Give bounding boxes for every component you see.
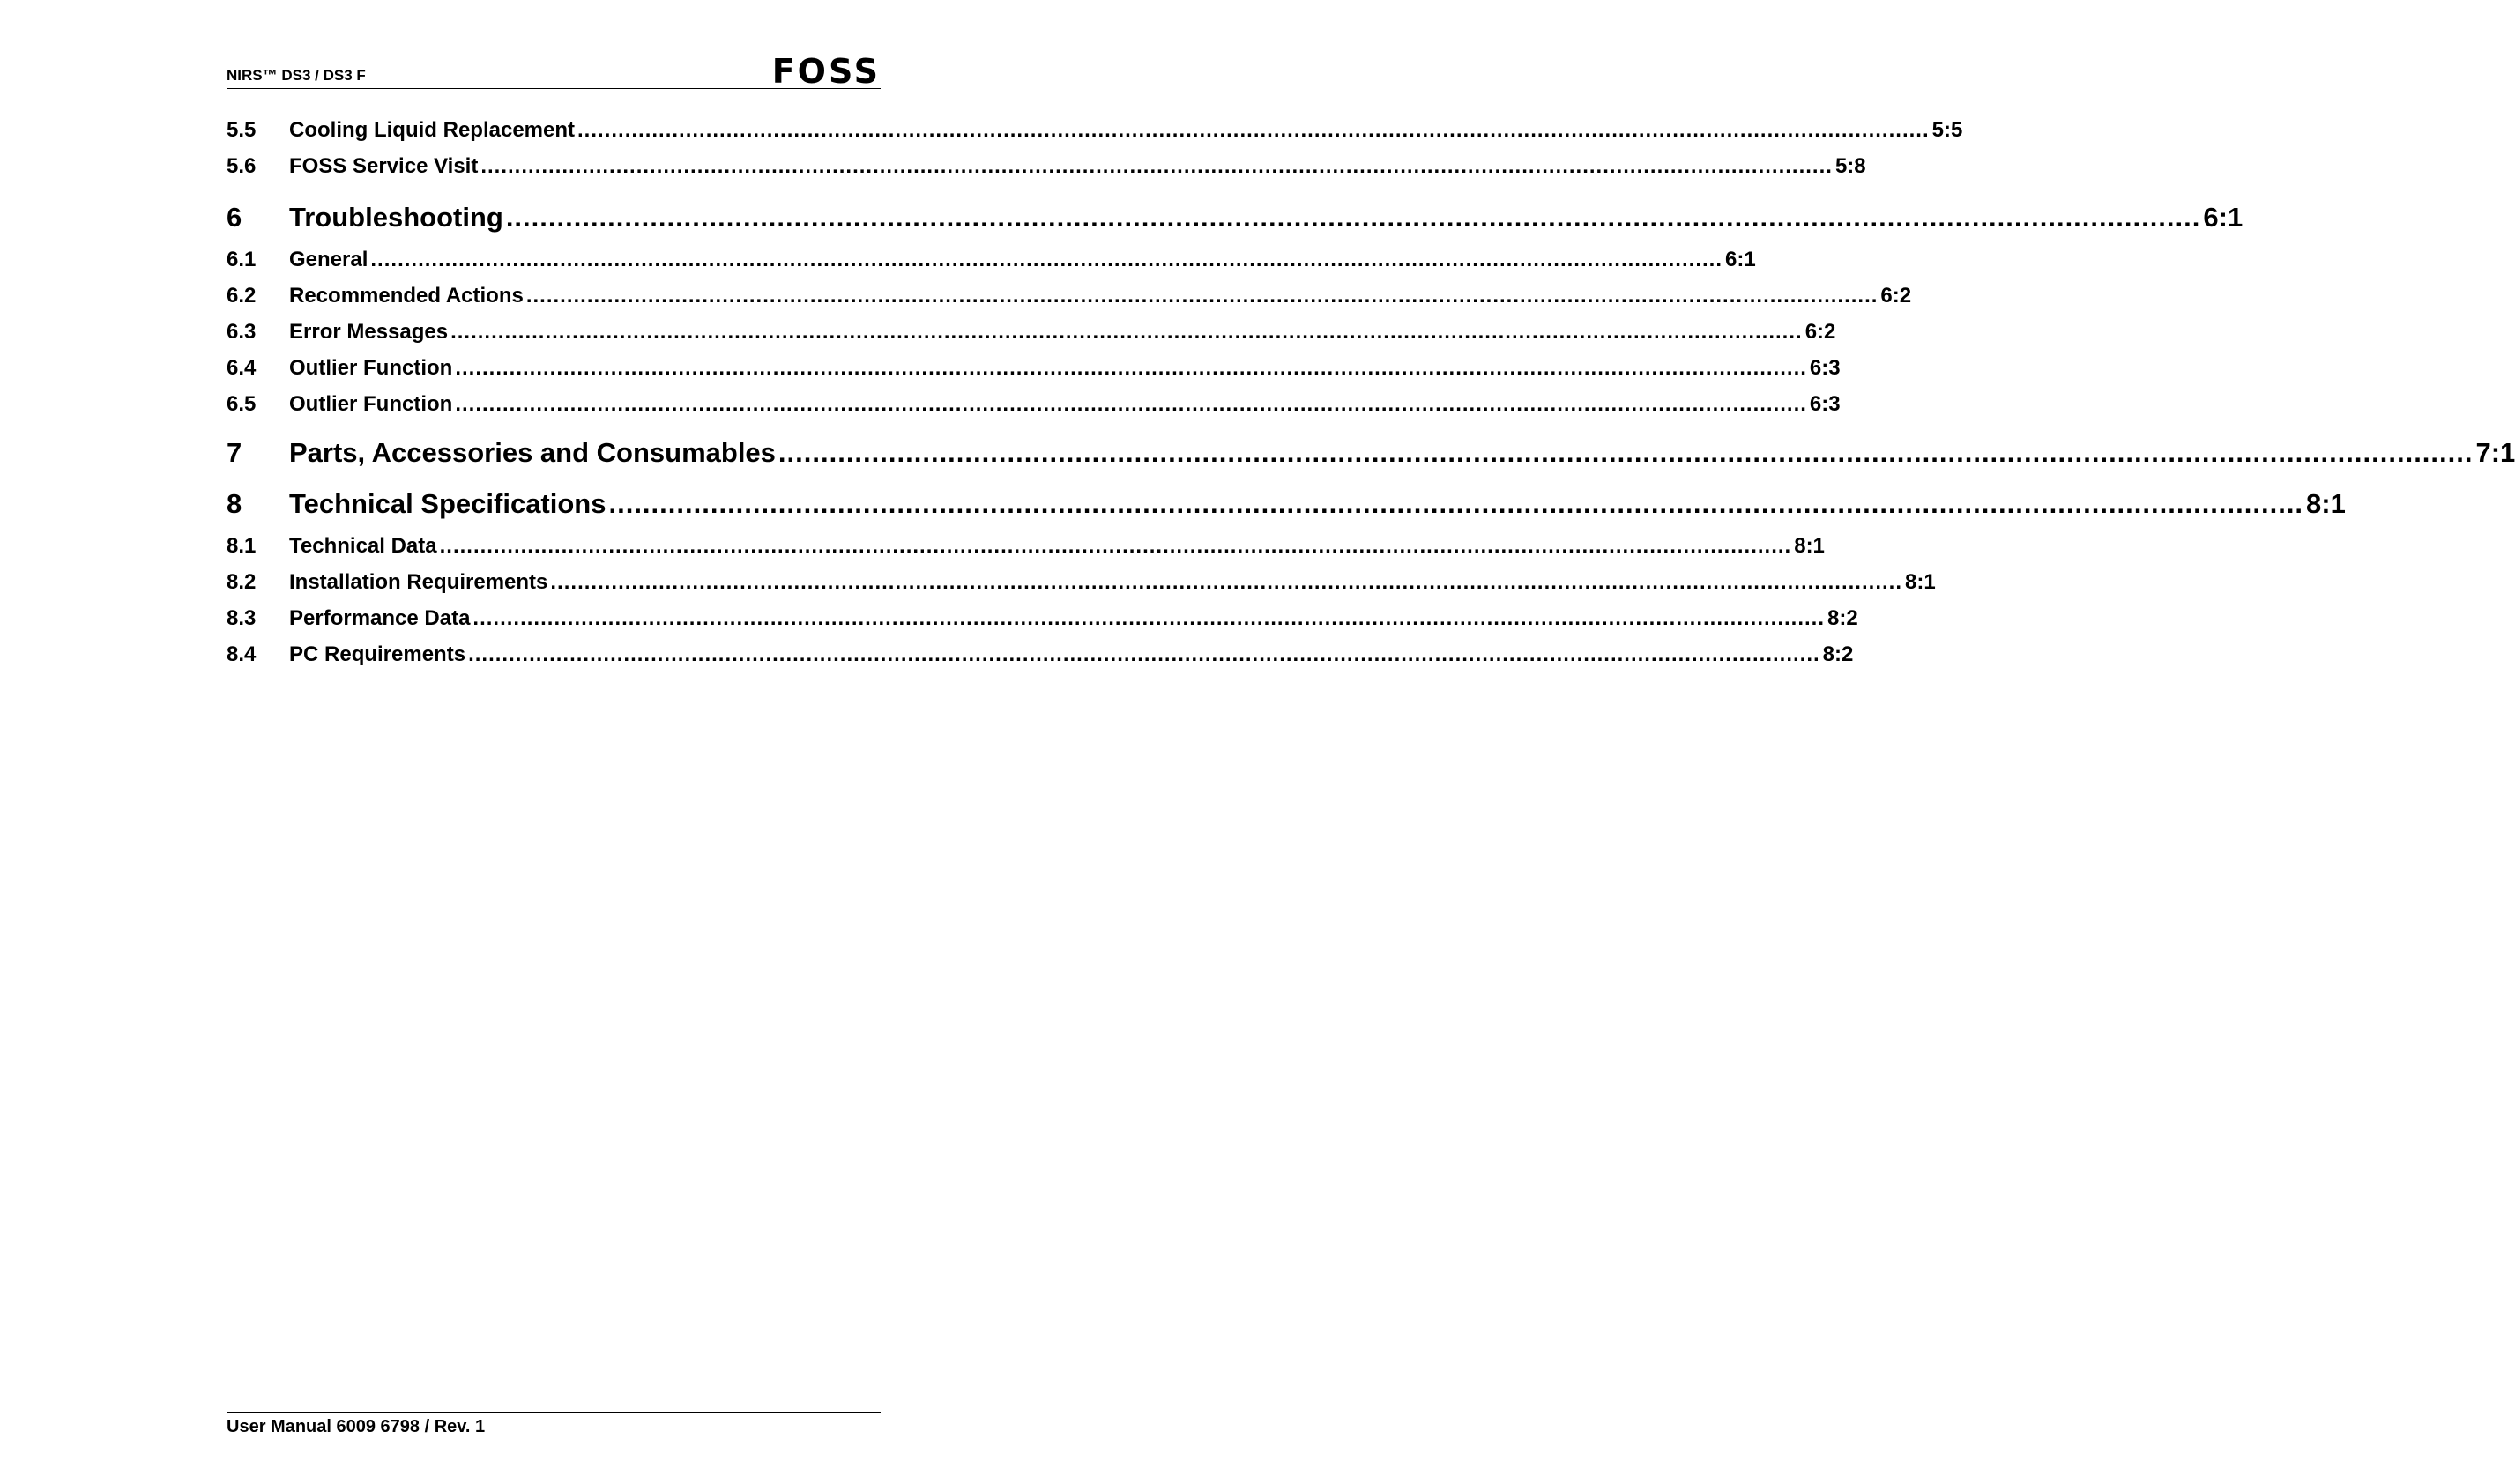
footer-text: User Manual 6009 6798 / Rev. 1 [227, 1417, 486, 1436]
toc-entry-title: Error Messages [289, 320, 449, 344]
toc-entry[interactable] [227, 642, 1854, 667]
logo-text: FOSS [771, 52, 881, 91]
toc-entry-number: 7 [227, 437, 242, 468]
toc-entry-title: FOSS Service Visit [289, 154, 479, 178]
toc-entry-number: 6.4 [227, 356, 257, 380]
toc-entry-page: 6:3 [1809, 392, 1841, 416]
toc-entry[interactable] [227, 570, 1936, 595]
toc-entry-page: 8:1 [1904, 570, 1936, 594]
toc-entry-page: 8:1 [2306, 488, 2346, 519]
page-header [227, 51, 881, 89]
toc-entry-number: 6.5 [227, 392, 257, 416]
toc-entry-number: 8.2 [227, 570, 257, 594]
dot-leader: ........................................................................................................................................................................................................ [550, 570, 1902, 594]
dot-leader: ........................................................................................................................................................................................................ [370, 248, 1723, 271]
toc-entry-number: 6.1 [227, 248, 257, 271]
toc-entry-title: General [289, 248, 368, 271]
toc-entry-title: Parts, Accessories and Consumables [289, 437, 776, 468]
dot-leader: ........................................................................................................................................................................................................ [455, 356, 1807, 380]
toc-entry-page: 6:2 [1804, 320, 1836, 344]
toc-entry-number: 6.3 [227, 320, 257, 344]
page-footer [227, 1412, 881, 1437]
toc-entry-number: 5.5 [227, 118, 257, 142]
toc-chapter-entry[interactable] [227, 437, 2515, 469]
toc-entry-page: 7:1 [2475, 437, 2515, 468]
toc-entry[interactable] [227, 154, 1866, 179]
toc-entry[interactable] [227, 534, 1825, 559]
dot-leader: ........................................................................................................................................................................................................ [577, 118, 1930, 142]
toc-entry-title: Troubleshooting [289, 202, 503, 233]
toc-entry-page: 8:2 [1822, 642, 1854, 666]
toc-entry-number: 5.6 [227, 154, 257, 178]
toc-entry-title: Outlier Function [289, 356, 453, 380]
toc-entry[interactable] [227, 248, 1756, 272]
toc-entry-number: 8 [227, 488, 242, 519]
toc-entry-page: 5:5 [1931, 118, 1963, 142]
toc-entry-title: Recommended Actions [289, 284, 524, 308]
toc-entry-page: 8:2 [1827, 606, 1858, 630]
toc-entry-page: 5:8 [1834, 154, 1866, 178]
toc-entry[interactable] [227, 356, 1841, 381]
foss-logo [752, 52, 881, 91]
dot-leader: ........................................................................................................................................................................................................ [505, 202, 2201, 233]
toc-entry-number: 8.4 [227, 642, 257, 666]
toc-entry-number: 6 [227, 202, 242, 233]
toc-chapter-entry[interactable] [227, 202, 2243, 234]
dot-leader: ........................................................................................................................................................................................................ [472, 606, 1826, 630]
toc-entry-page: 6:2 [1880, 284, 1912, 308]
dot-leader: ........................................................................................................................................................................................................ [450, 320, 1803, 344]
toc-entry-title: Installation Requirements [289, 570, 548, 594]
toc-entry-page: 6:1 [1724, 248, 1756, 271]
toc-entry-number: 8.1 [227, 534, 257, 558]
toc-entry-title: Technical Data [289, 534, 437, 558]
toc-entry[interactable] [227, 320, 1836, 345]
toc-entry-title: PC Requirements [289, 642, 466, 666]
toc-entry[interactable] [227, 606, 1858, 631]
toc-entry-title: Outlier Function [289, 392, 453, 416]
toc-entry[interactable] [227, 118, 1963, 143]
toc-entry[interactable] [227, 392, 1841, 417]
toc-entry-title: Cooling Liquid Replacement [289, 118, 576, 142]
toc-entry-title: Performance Data [289, 606, 471, 630]
toc-entry-page: 6:1 [2203, 202, 2243, 233]
dot-leader: ........................................................................................................................................................................................................ [525, 284, 1879, 308]
toc-entry-number: 6.2 [227, 284, 257, 308]
header-title: NIRS™ DS3 / DS3 F [227, 67, 366, 84]
toc-chapter-entry[interactable] [227, 488, 2346, 520]
dot-leader: ........................................................................................................................................................................................................ [480, 154, 1833, 178]
toc-entry-number: 8.3 [227, 606, 257, 630]
toc-entry[interactable] [227, 284, 1912, 308]
dot-leader: ........................................................................................................................................................................................................ [608, 488, 2304, 519]
toc-entry-page: 8:1 [1794, 534, 1825, 558]
dot-leader: ........................................................................................................................................................................................................ [468, 642, 1820, 666]
toc-entry-title: Technical Specifications [289, 488, 606, 519]
dot-leader: ........................................................................................................................................................................................................ [778, 437, 2474, 468]
dot-leader: ........................................................................................................................................................................................................ [455, 392, 1807, 416]
dot-leader: ........................................................................................................................................................................................................ [439, 534, 1792, 558]
toc-entry-page: 6:3 [1809, 356, 1841, 380]
